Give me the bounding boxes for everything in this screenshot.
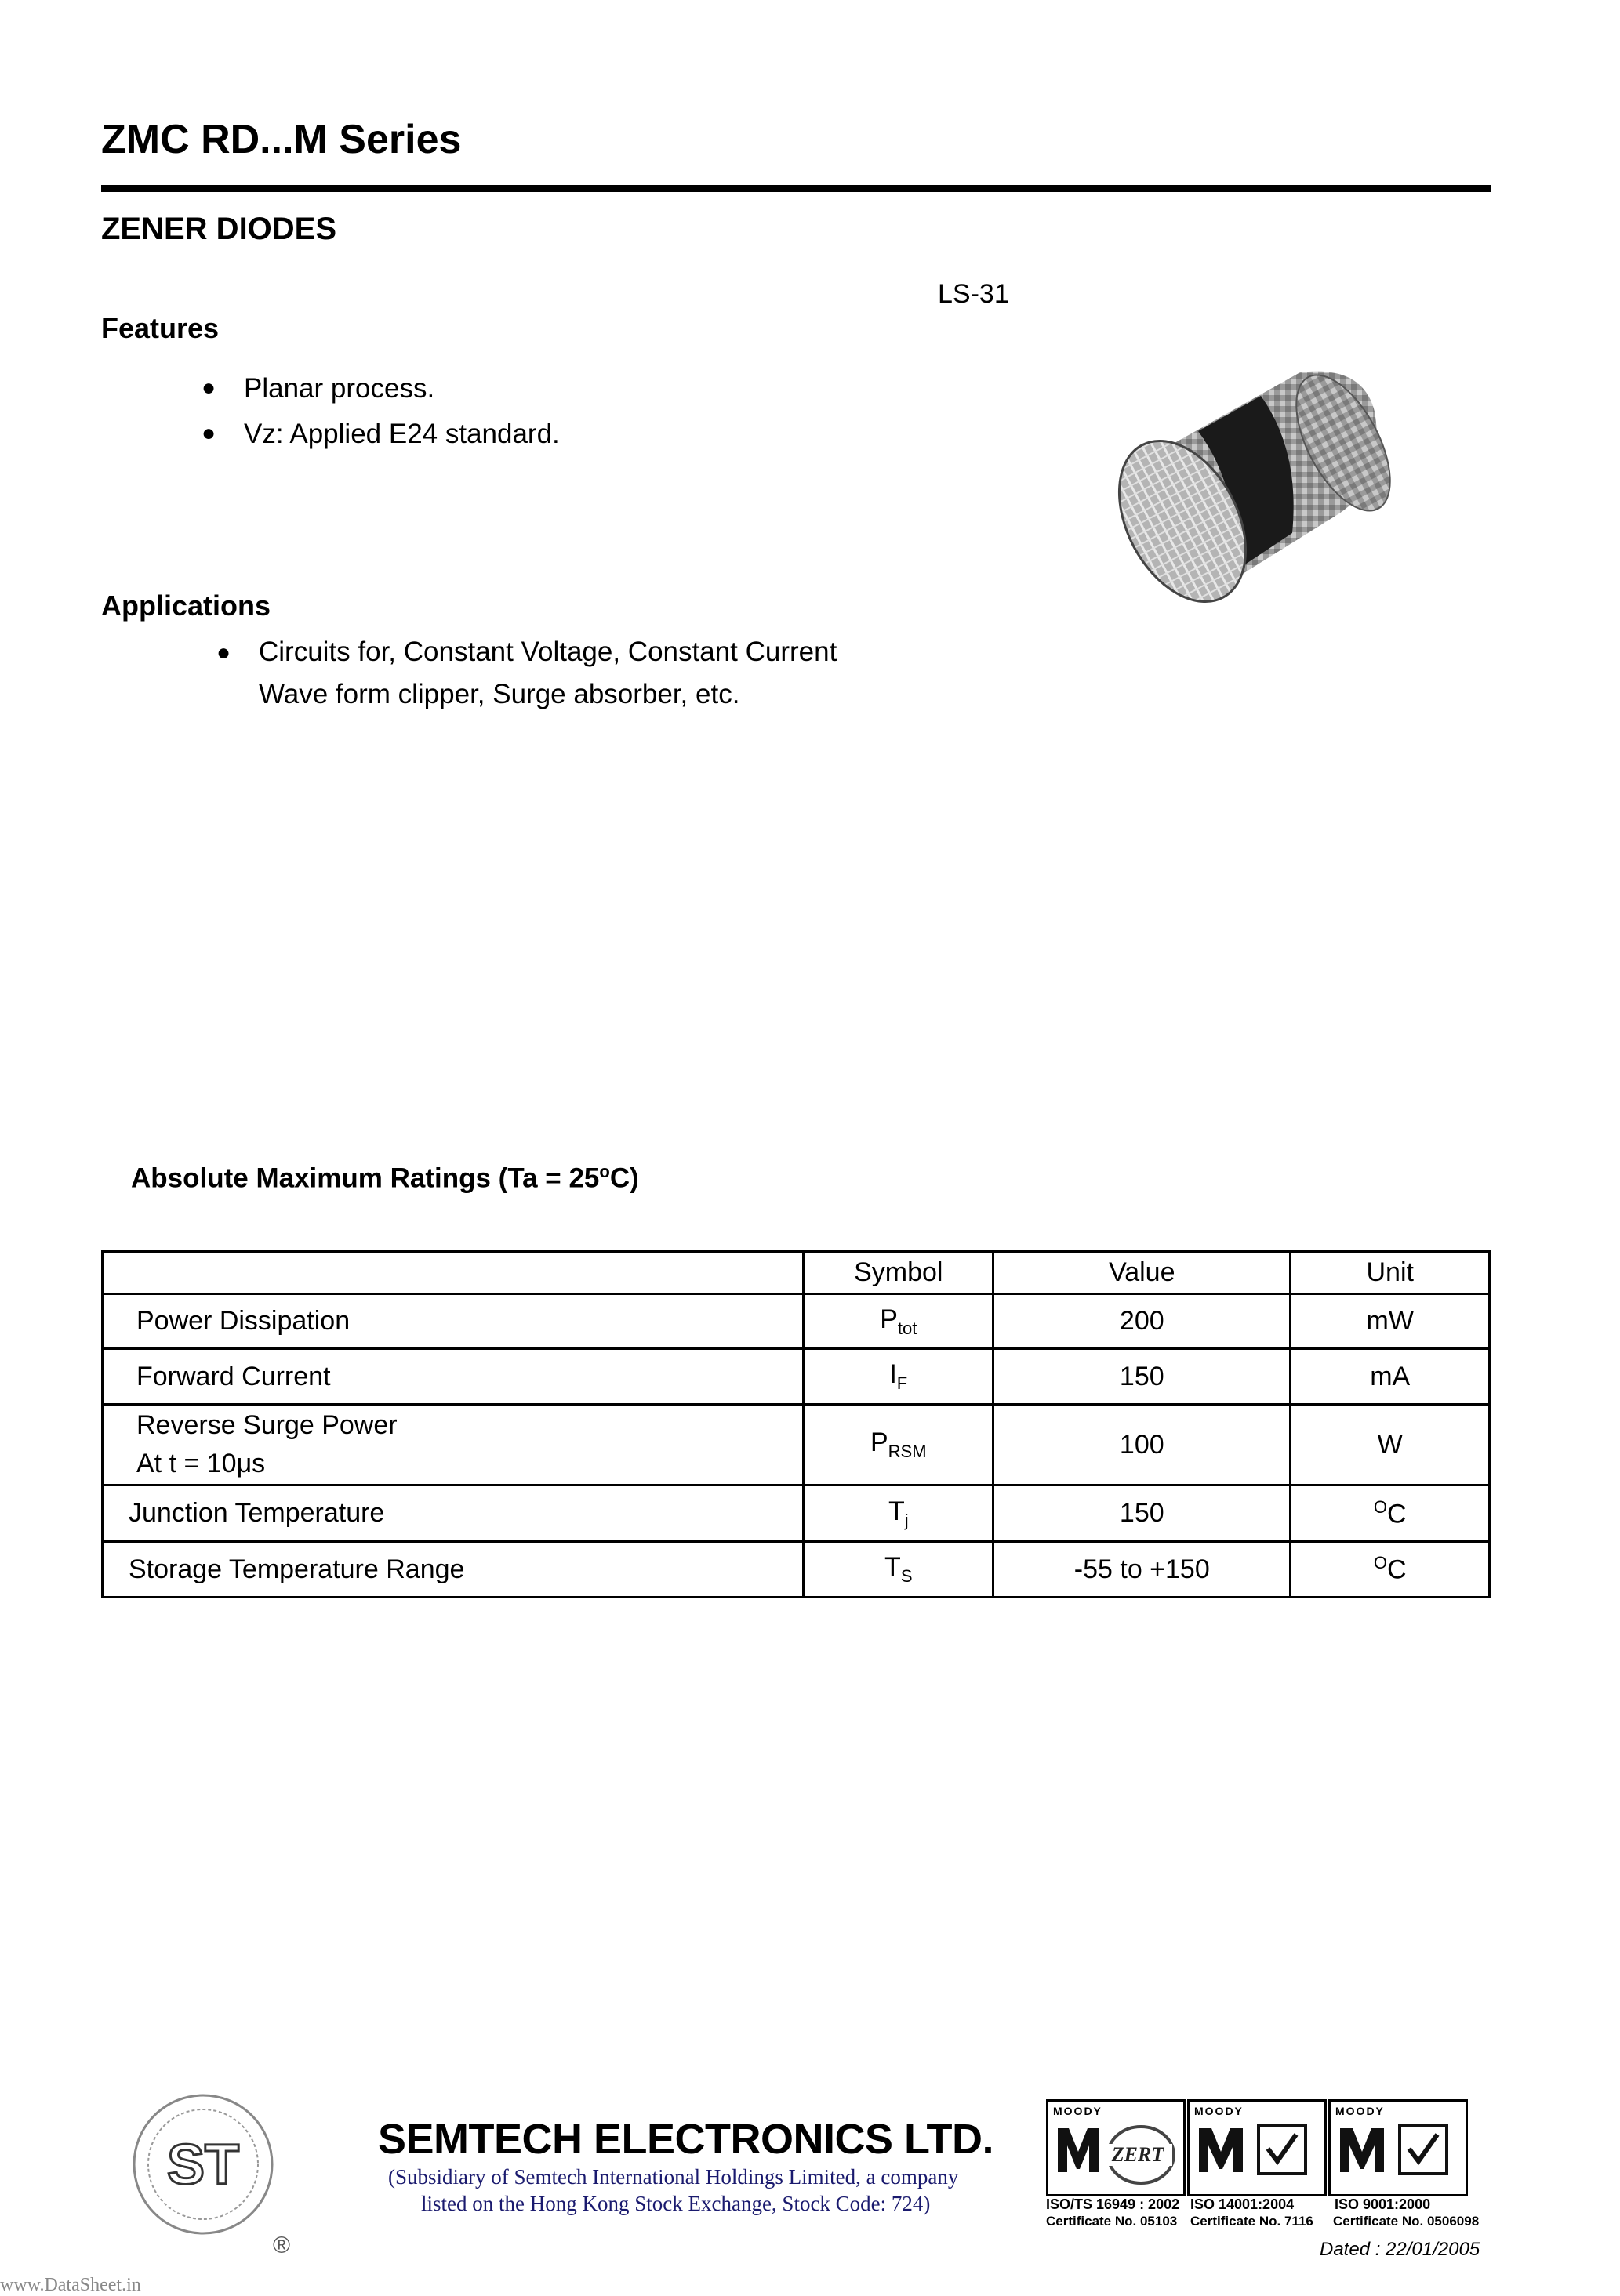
- package-diode-image: [1104, 357, 1410, 623]
- bullet-icon: ●: [216, 640, 231, 666]
- company-subline: (Subsidiary of Semtech International Holdings Limited, a company: [388, 2165, 959, 2189]
- company-subline: listed on the Hong Kong Stock Exchange, Stock Code: 724): [421, 2192, 931, 2215]
- cert-badge-iso-9001: MOODY: [1328, 2099, 1468, 2196]
- bullet-icon: ●: [202, 420, 216, 446]
- cert-number: Certificate No. 7116: [1190, 2214, 1313, 2229]
- svg-text:ZERT: ZERT: [1111, 2143, 1164, 2166]
- application-item: Wave form clipper, Surge absorber, etc.: [259, 679, 740, 709]
- column-header: Value: [993, 1252, 1291, 1294]
- unit-cell: mA: [1291, 1349, 1490, 1405]
- dated-label: Dated : 22/01/2005: [1320, 2239, 1480, 2260]
- features-heading: Features: [101, 312, 220, 344]
- moody-ukas-icon: [1196, 2120, 1318, 2188]
- cert-standard: ISO/TS 16949 : 2002: [1046, 2196, 1180, 2212]
- ratings-heading: Absolute Maximum Ratings $(Ta = 25^oC)$: [131, 1162, 639, 1194]
- page-title: ZMC RD...M Series: [101, 117, 462, 162]
- table-row: [103, 1349, 1490, 1405]
- table-row: [103, 1405, 1490, 1485]
- cert-number: Certificate No. 05103: [1046, 2214, 1178, 2229]
- table-header-row: [103, 1252, 1490, 1294]
- bullet-icon: ●: [202, 375, 216, 401]
- company-name: SEMTECH ELECTRONICS LTD.: [378, 2116, 994, 2163]
- ratings-table: [101, 1250, 1491, 1598]
- feature-item: Planar process.: [244, 373, 435, 404]
- column-header: Unit: [1291, 1252, 1490, 1294]
- value-cell: 150: [993, 1485, 1291, 1542]
- symbol-cell: $P_{tot}$: [804, 1294, 993, 1349]
- feature-item: Vz: Applied E24 standard.: [244, 419, 560, 449]
- watermark-link[interactable]: www.DataSheet.in: [0, 2275, 141, 2295]
- param-cell: Junction Temperature: [103, 1485, 804, 1542]
- value-cell: 200: [993, 1294, 1291, 1349]
- table-row: [103, 1294, 1490, 1349]
- moody-ukas-icon: [1337, 2120, 1459, 2188]
- registered-mark: ®: [273, 2233, 291, 2258]
- symbol-cell: $P_{RSM}$: [804, 1405, 993, 1485]
- cert-number: Certificate No. 0506098: [1333, 2214, 1480, 2229]
- param-cell: Power Dissipation: [103, 1294, 804, 1349]
- unit-cell: W: [1291, 1405, 1490, 1485]
- symbol-cell: $T_j$: [804, 1485, 993, 1542]
- moody-zert-icon: [1055, 2120, 1177, 2188]
- cert-badge-iso-14001: MOODY: [1187, 2099, 1327, 2196]
- unit-cell: mW: [1291, 1294, 1490, 1349]
- table-row: [103, 1542, 1490, 1598]
- cert-badge-iso-ts: MOODY ZERT: [1046, 2099, 1186, 2196]
- title-rule: [101, 185, 1491, 192]
- unit-cell: $^O$C: [1291, 1485, 1490, 1542]
- symbol-cell: $I_F$: [804, 1349, 993, 1405]
- symbol-cell: $T_S$: [804, 1542, 993, 1598]
- package-label: LS-31: [938, 279, 1009, 309]
- column-header: Symbol: [804, 1252, 993, 1294]
- unit-cell: $^O$C: [1291, 1542, 1490, 1598]
- param-cell: Reverse Surge Power At t = 10μs: [103, 1405, 804, 1485]
- param-cell: Storage Temperature Range: [103, 1542, 804, 1598]
- applications-heading: Applications: [101, 589, 271, 622]
- svg-text:ST: ST: [166, 2134, 240, 2196]
- value-cell: -55 to +150: [993, 1542, 1291, 1598]
- param-cell: Forward Current: [103, 1349, 804, 1405]
- column-header: [103, 1252, 804, 1294]
- page-subtitle: ZENER DIODES: [101, 212, 337, 246]
- cert-standard: ISO 14001:2004: [1190, 2196, 1295, 2212]
- value-cell: 150: [993, 1349, 1291, 1405]
- value-cell: 100: [993, 1405, 1291, 1485]
- semtech-logo: [130, 2091, 276, 2237]
- cert-standard: ISO 9001:2000: [1335, 2196, 1431, 2212]
- application-item: Circuits for, Constant Voltage, Constant Current: [259, 637, 837, 667]
- table-row: [103, 1485, 1490, 1542]
